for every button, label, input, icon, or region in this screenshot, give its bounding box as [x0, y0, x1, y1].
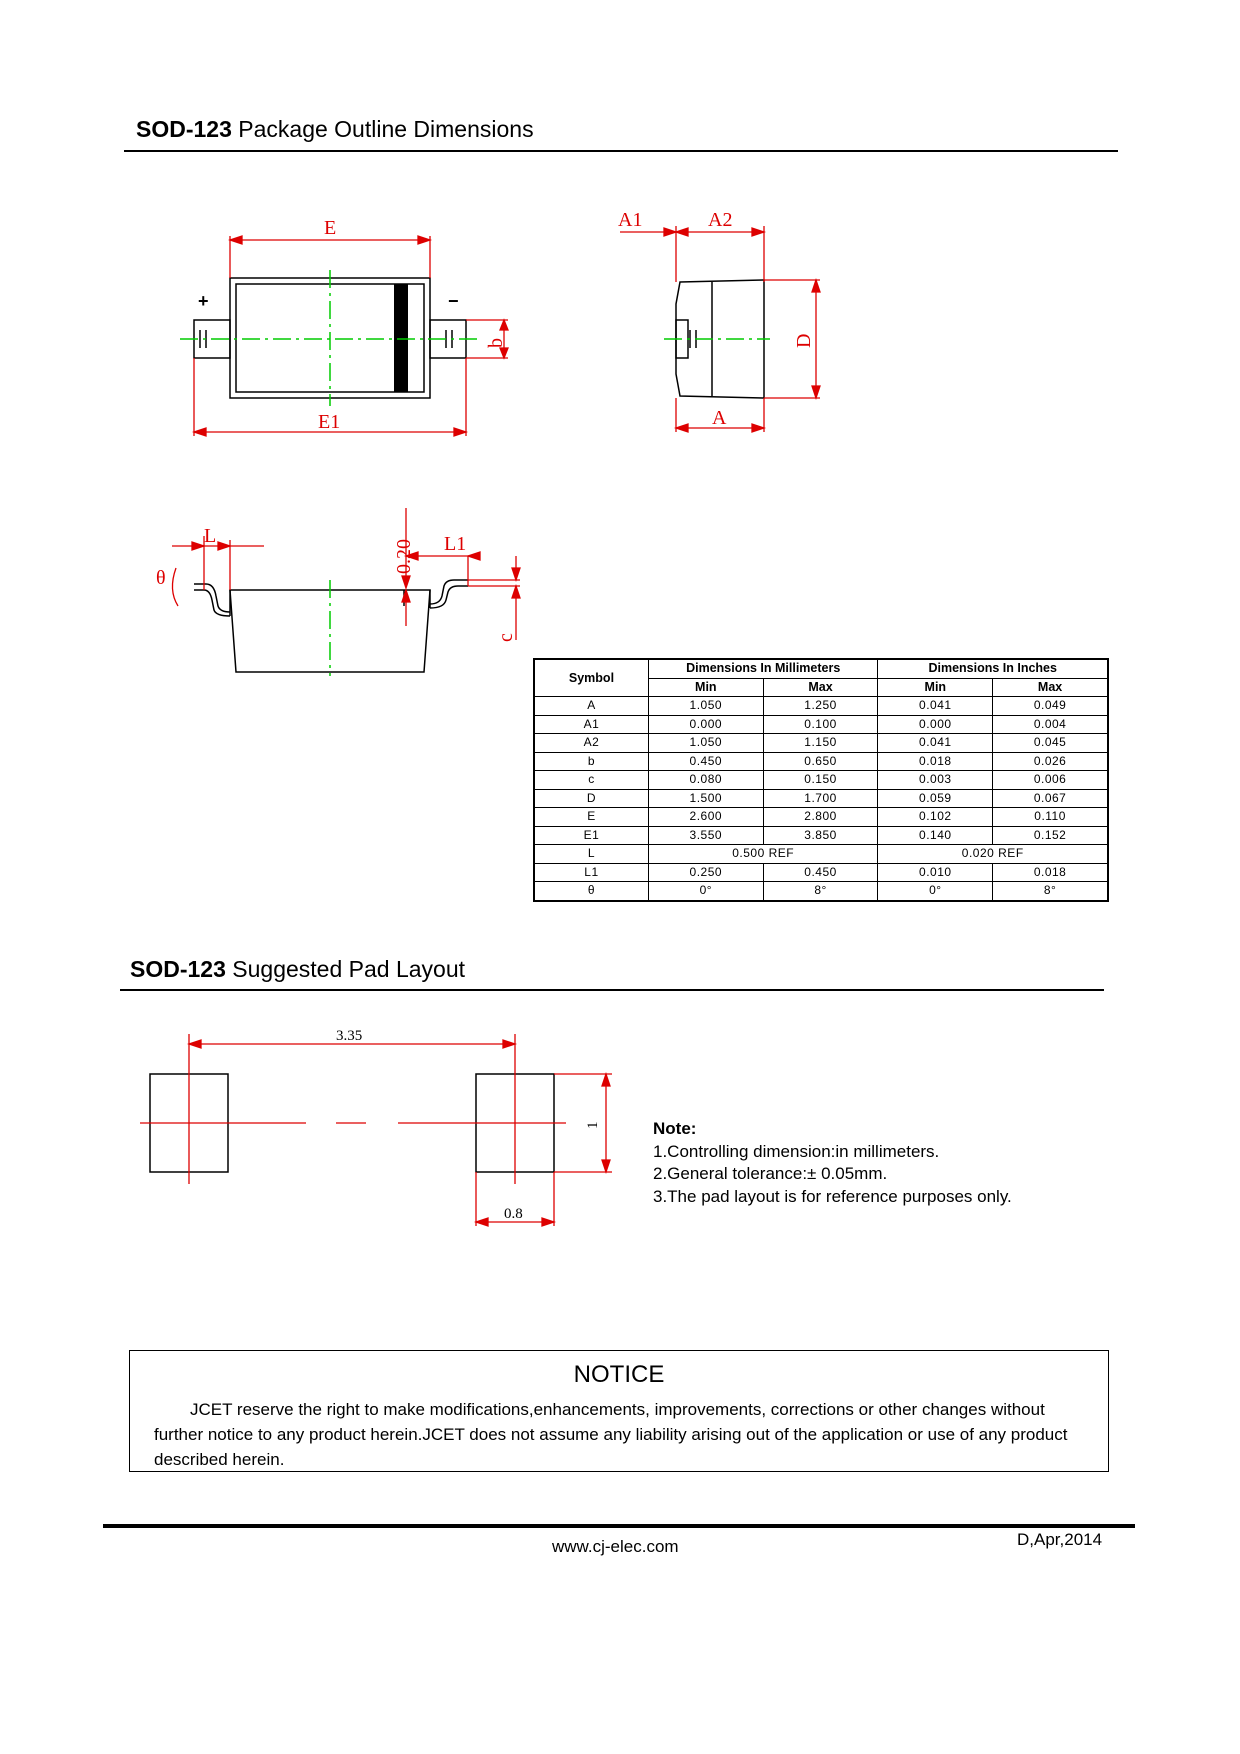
table-cell: 0.140 — [878, 826, 993, 845]
table-cell: 0.026 — [993, 752, 1108, 771]
dim-label-L: L — [204, 525, 217, 547]
table-cell: 1.500 — [648, 789, 763, 808]
dim-label-L1: L1 — [444, 533, 467, 555]
pad-dim-span: 3.35 — [336, 1028, 363, 1044]
table-cell: 0.102 — [878, 808, 993, 827]
table-cell: E — [534, 808, 648, 827]
dim-label-b: b — [485, 338, 507, 348]
table-cell: 0.000 — [878, 715, 993, 734]
table-cell: 0.018 — [993, 863, 1108, 882]
table-cell: 0.018 — [878, 752, 993, 771]
table-cell: 0.020 REF — [878, 845, 1108, 864]
table-cell: 8° — [763, 882, 878, 901]
notes-title: Note: — [653, 1119, 697, 1138]
table-cell: 0.004 — [993, 715, 1108, 734]
table-cell: 0° — [648, 882, 763, 901]
pad-title-part: SOD-123 — [130, 956, 226, 982]
table-cell: 0.650 — [763, 752, 878, 771]
table-cell: 0.080 — [648, 771, 763, 790]
dim-label-theta: θ — [156, 567, 166, 589]
table-cell: 0.041 — [878, 697, 993, 716]
pad-dim-height: 1 — [585, 1121, 601, 1129]
table-cell: 1.050 — [648, 734, 763, 753]
in-max-header: Max — [993, 678, 1108, 697]
table-cell: θ — [534, 882, 648, 901]
mm-min-header: Min — [648, 678, 763, 697]
in-min-header: Min — [878, 678, 993, 697]
dim-label-A2: A2 — [708, 209, 733, 231]
table-cell: 0.250 — [648, 863, 763, 882]
dim-label-c: c — [495, 633, 517, 642]
footer-url: www.cj-elec.com — [552, 1537, 679, 1556]
table-cell: A2 — [534, 734, 648, 753]
notice-title: NOTICE — [573, 1361, 665, 1388]
table-cell: 0.059 — [878, 789, 993, 808]
note-item: 2.General tolerance:± 0.05mm. — [653, 1164, 888, 1183]
table-cell: 0.010 — [878, 863, 993, 882]
table-cell: 0.000 — [648, 715, 763, 734]
table-cell: b — [534, 752, 648, 771]
table-cell: 0.041 — [878, 734, 993, 753]
notice-text: JCET reserve the right to make modifications,enhancements, improvements, corrections or other changes without further notice to any product herein.JCET does not assume any liability arising out of the application or use of any product described herein. — [154, 1400, 1068, 1469]
table-cell: E1 — [534, 826, 648, 845]
table-cell: 0.100 — [763, 715, 878, 734]
table-cell: L — [534, 845, 648, 864]
table-cell: 0.450 — [763, 863, 878, 882]
outline-title-part: SOD-123 — [136, 116, 232, 142]
table-cell: A1 — [534, 715, 648, 734]
table-cell: A — [534, 697, 648, 716]
outline-title-rest: Package Outline Dimensions — [231, 116, 534, 142]
dim-label-A: A — [712, 407, 727, 429]
in-header: Dimensions In Inches — [878, 659, 1108, 678]
dim-label-D: D — [793, 333, 815, 348]
table-cell: 3.850 — [763, 826, 878, 845]
table-cell: 1.150 — [763, 734, 878, 753]
mm-max-header: Max — [763, 678, 878, 697]
table-cell: 1.050 — [648, 697, 763, 716]
plus-mark: + — [198, 291, 209, 311]
table-cell: 0.152 — [993, 826, 1108, 845]
table-cell: 0.006 — [993, 771, 1108, 790]
pad-title-rest: Suggested Pad Layout — [225, 956, 466, 982]
table-cell: 0.450 — [648, 752, 763, 771]
table-cell: 0.003 — [878, 771, 993, 790]
notes-block — [653, 1118, 1012, 1208]
note-item: 3.The pad layout is for reference purposes only. — [653, 1186, 1012, 1206]
table-cell: L1 — [534, 863, 648, 882]
pad-dim-width: 0.8 — [504, 1206, 523, 1222]
mm-header: Dimensions In Millimeters — [648, 659, 878, 678]
footer-date: D,Apr,2014 — [1017, 1530, 1103, 1549]
minus-mark: − — [448, 291, 459, 311]
table-cell: 2.600 — [648, 808, 763, 827]
dim-label-E: E — [324, 217, 337, 239]
table-cell: 0.045 — [993, 734, 1108, 753]
table-cell: 3.550 — [648, 826, 763, 845]
table-cell: 0.049 — [993, 697, 1108, 716]
table-cell: 0.500 REF — [648, 845, 878, 864]
table-cell: 8° — [993, 882, 1108, 901]
table-cell: c — [534, 771, 648, 790]
table-cell: D — [534, 789, 648, 808]
table-cell: 2.800 — [763, 808, 878, 827]
dim-label-A1: A1 — [618, 209, 643, 231]
notice-box — [129, 1350, 1109, 1472]
table-cell: 0.150 — [763, 771, 878, 790]
symbol-header: Symbol — [534, 659, 648, 697]
footer-rule — [103, 1524, 1135, 1528]
dim-label-E1: E1 — [318, 411, 341, 433]
table-cell: 1.700 — [763, 789, 878, 808]
table-cell: 0.110 — [993, 808, 1108, 827]
note-item: 1.Controlling dimension:in millimeters. — [653, 1141, 940, 1161]
table-cell: 0.067 — [993, 789, 1108, 808]
table-cell: 1.250 — [763, 697, 878, 716]
dim-label-0-20: 0.20 — [393, 539, 415, 574]
table-cell: 0° — [878, 882, 993, 901]
